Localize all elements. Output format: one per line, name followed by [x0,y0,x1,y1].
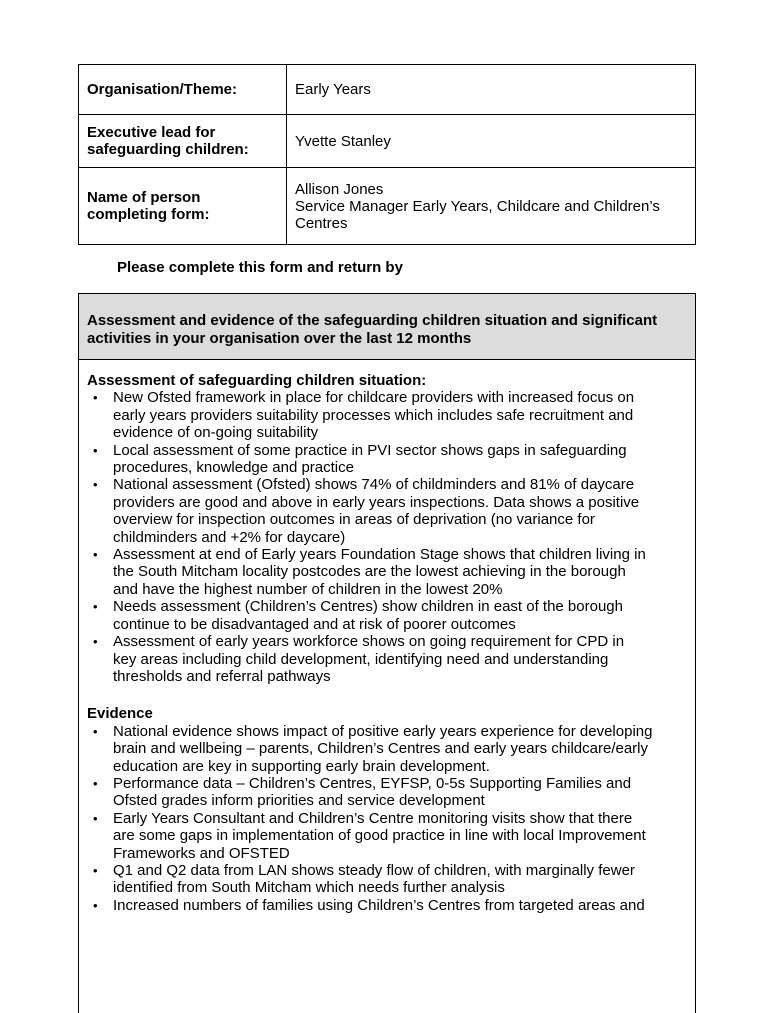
bullet-text-line: the South Mitcham locality postcodes are the lowest achieving in the borough [113,563,626,581]
situation-bullet-list [87,389,687,685]
bullet-item [87,476,687,546]
person-completing-value: Allison Jones Service Manager Early Years, Childcare and Children’s Centres [287,168,696,245]
bullet-text-line: Ofsted grades inform priorities and service development [113,792,485,810]
bullet-item [87,598,687,633]
bullet-icon: • [93,897,98,913]
bullet-item [87,723,687,775]
bullet-icon: • [93,723,98,739]
bullet-text-line: Performance data – Children’s Centres, EYFSP, 0-5s Supporting Families and [113,774,632,792]
bullet-text-line: National assessment (Ofsted) shows 74% of childminders and 81% of daycare [113,476,635,494]
bullet-item [87,897,687,914]
bullet-text-line: identified from South Mitcham which needs further analysis [113,879,505,897]
bullet-item [87,389,687,441]
bullet-icon: • [93,862,98,878]
bullet-icon: • [93,634,98,650]
assessment-header: Assessment and evidence of the safeguarding children situation and significant activities in your organisation over the last 12 months [79,294,695,360]
person-completing-label: Name of person completing form: [79,168,287,245]
bullet-text-line: Needs assessment (Children’s Centres) show children in east of the borough [113,598,623,616]
bullet-item [87,442,687,477]
assessment-body [79,360,695,914]
bullet-text-line: and have the highest number of children in the lowest 20% [113,580,503,598]
person-completing-row [79,168,696,245]
bullet-item [87,546,687,598]
bullet-icon: • [93,547,98,563]
assessment-section [78,293,696,1013]
bullet-text-line: thresholds and referral pathways [113,667,331,685]
bullet-text-line: providers are good and above in early years inspections. Data shows a positive [113,493,640,511]
bullet-icon: • [93,810,98,826]
evidence-bullet-list [87,723,687,914]
theme-label: Organisation/Theme: [79,65,287,115]
executive-lead-value: Yvette Stanley [287,115,696,168]
return-instruction: Please complete this form and return by [117,259,403,276]
bullet-text-line: Early Years Consultant and Children’s Centre monitoring visits show that there [113,809,633,827]
bullet-text-line: evidence of on-going suitability [113,424,319,442]
bullet-text-line: early years providers suitability processes which includes safe recruitment and [113,406,634,424]
bullet-text-line: education are key in supporting early brain development. [113,757,490,775]
bullet-text-line: childminders and +2% for daycare) [113,528,346,546]
theme-row [79,65,696,115]
bullet-text-line: are some gaps in implementation of good practice in line with local Improvement [113,827,646,845]
bullet-icon: • [93,599,98,615]
bullet-text-line: Assessment of early years workforce shows on going requirement for CPD in [113,633,625,651]
bullet-text-line: continue to be disadvantaged and at risk of poorer outcomes [113,615,516,633]
bullet-text-line: Increased numbers of families using Children’s Centres from targeted areas and [113,896,645,914]
situation-title: Assessment of safeguarding children situation: [87,372,427,389]
bullet-text-line: New Ofsted framework in place for childcare providers with increased focus on [113,389,635,407]
executive-lead-label: Executive lead for safeguarding children: [79,115,287,168]
bullet-icon: • [93,442,98,458]
bullet-icon: • [93,477,98,493]
bullet-text-line: overview for inspection outcomes in areas of deprivation (no variance for [113,511,595,529]
bullet-icon: • [93,390,98,406]
bullet-text-line: brain and wellbeing – parents, Children’s Centres and early years childcare/early [113,740,649,758]
bullet-item [87,810,687,862]
bullet-text-line: key areas including child development, identifying need and understanding [113,650,609,668]
bullet-text-line: Local assessment of some practice in PVI sector shows gaps in safeguarding [113,441,627,459]
evidence-title: Evidence [87,705,153,723]
bullet-item [87,775,687,810]
bullet-icon: • [93,775,98,791]
bullet-item [87,633,687,685]
bullet-text-line: procedures, knowledge and practice [113,459,354,477]
bullet-text-line: Assessment at end of Early years Foundation Stage shows that children living in [113,546,646,564]
executive-lead-row [79,115,696,168]
bullet-text-line: Frameworks and OFSTED [113,844,290,862]
bullet-text-line: Q1 and Q2 data from LAN shows steady flow of children, with marginally fewer [113,861,635,879]
bullet-item [87,862,687,897]
bullet-text-line: National evidence shows impact of positive early years experience for developing [113,722,653,740]
theme-value: Early Years [287,65,696,115]
form-info-table [78,64,696,245]
